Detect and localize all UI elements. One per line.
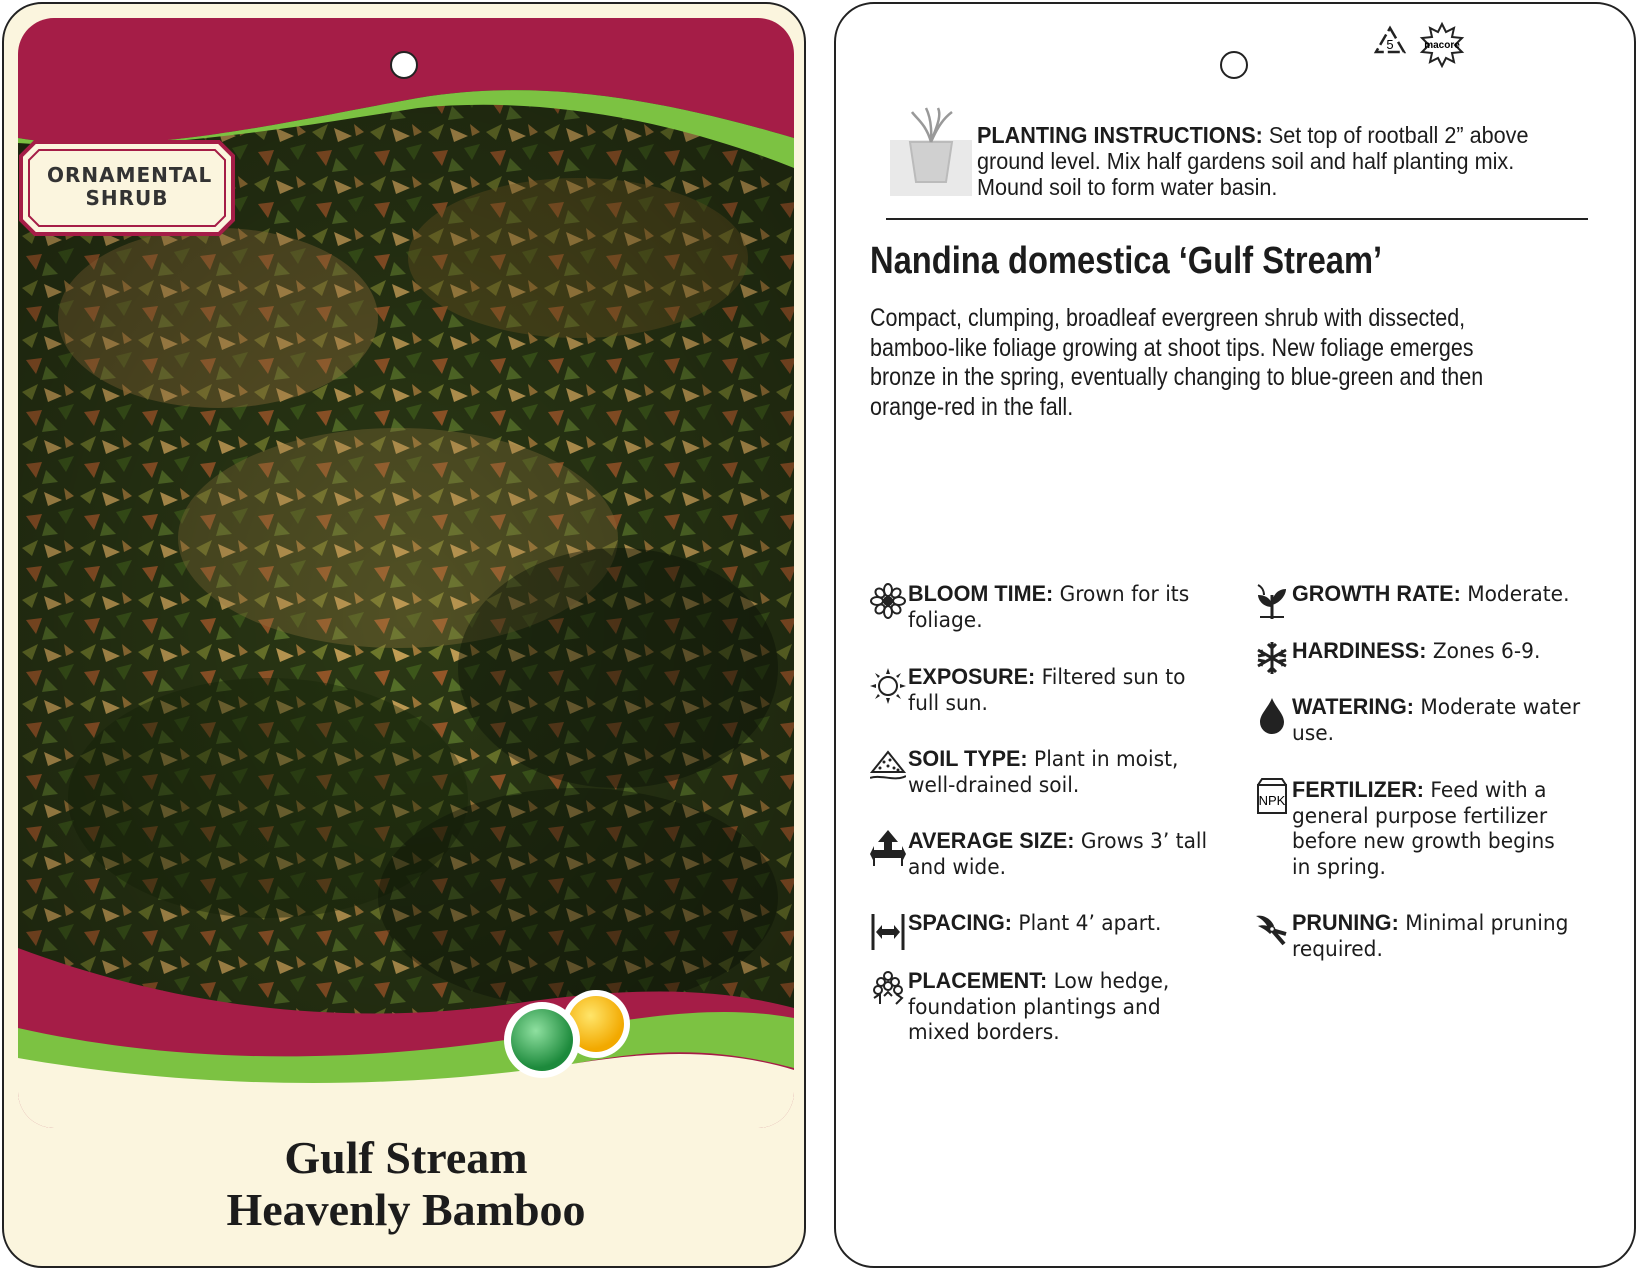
front-tag	[2, 2, 806, 1268]
recycle-and-brand-logos	[1372, 20, 1472, 68]
svg-text:5: 5	[1386, 37, 1394, 52]
macore-logo-icon	[1422, 24, 1462, 66]
badge-label: ORNAMENTAL SHRUB	[47, 163, 213, 210]
divider	[886, 218, 1588, 220]
npk-icon	[1254, 777, 1290, 817]
size-icon	[870, 828, 906, 868]
svg-text:NPK: NPK	[1258, 793, 1286, 808]
placement-icon	[870, 968, 906, 1008]
recycle-icon	[1376, 28, 1404, 52]
sun-icon	[870, 664, 906, 704]
scientific-name: Nandina domestica ‘Gulf Stream’	[870, 240, 1383, 282]
plant-description: Compact, clumping, broadleaf evergreen shrub with dissected, bamboo-like foliage growing at shoot tips. New foliage emerges bronze in the spring, eventually changing to blue-green and then orange-red in the fall.	[870, 304, 1484, 421]
pruners-icon	[1254, 910, 1290, 950]
growth-icon	[1254, 581, 1290, 621]
planting-pot-icon	[886, 104, 976, 200]
spacing-icon	[870, 910, 906, 950]
soil-icon	[870, 746, 906, 786]
svg-text:macore: macore	[1424, 40, 1460, 51]
snowflake-icon	[1254, 638, 1290, 678]
flower-icon	[870, 581, 906, 621]
common-name: Gulf Stream Heavenly Bamboo	[226, 1132, 586, 1235]
hang-hole	[1220, 51, 1248, 79]
hang-hole	[390, 51, 418, 79]
water-drop-icon	[1254, 694, 1290, 734]
color-dots	[502, 986, 642, 1080]
back-tag: 5 macore PLANTING INSTRUCTIONS: Set top of rootball 2” above ground level. Mix half gardens soil and half planting mix. Mound soil to form water basin. Nandina domestica ‘Gulf Stream’ Compact, clumping, broadleaf evergreen shrub with dissected, bamboo-like foliage growing at shoot tips. New foliage emerges bronze in the spring, eventually changing to blue-green and then orange-red in the fall. BLOOM TIME: Grown for its foliage. EXPOSURE: Filtered sun to full sun. SOIL TYPE: Plant in moist, well-drained soil. AVERAGE SIZE: Grows 3’ tall and wide. SPACING: Plant 4’ apart. PLACEMENT: Low hedge, foundation plantings and mixed borders. GROWTH RATE: Moderate. HARDINESS: Zones 6-9. WATERING: Moderate water use. NPK FERTILIZER: Feed with a general purpose fertilizer before new growth begins in spring. PRUNING: Minimal pruning required.	[834, 2, 1636, 1268]
planting-instructions: PLANTING INSTRUCTIONS: Set top of rootball 2” above ground level. Mix half gardens soil and half planting mix. Mound soil to form water basin.	[977, 122, 1529, 200]
